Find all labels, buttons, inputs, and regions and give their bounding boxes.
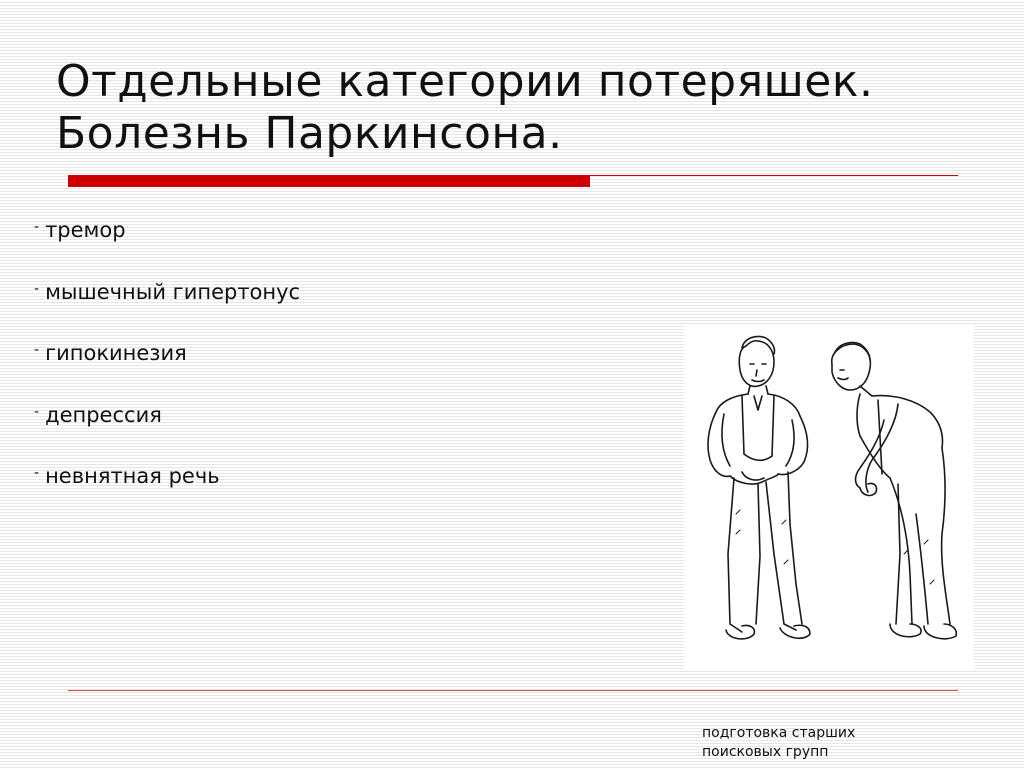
- slide-title-line-2: Болезнь Паркинсона.: [56, 108, 563, 159]
- slide-title: [56, 56, 956, 160]
- title-underline-thin: [590, 175, 958, 176]
- footer-caption: [702, 724, 922, 762]
- list-item: [34, 460, 300, 522]
- symptom-list: [34, 214, 300, 522]
- list-item: [34, 276, 300, 338]
- bullet-dash: -: [34, 280, 40, 297]
- list-item: [34, 214, 300, 276]
- right-patient-figure: [832, 342, 957, 638]
- bullet-dash: -: [34, 219, 40, 235]
- left-patient-figure: [708, 336, 810, 638]
- list-item-text: депрессия: [45, 402, 162, 427]
- list-item-text: невнятная речь: [45, 464, 220, 488]
- list-item-text: гипокинезия: [45, 341, 187, 365]
- list-item: [34, 399, 300, 461]
- list-item-text: тремор: [45, 218, 126, 242]
- bullet-dash: -: [34, 342, 40, 358]
- list-item: [34, 337, 300, 399]
- bullet-dash: -: [34, 465, 40, 481]
- parkinson-patients-illustration: [684, 324, 974, 670]
- title-underline: [68, 175, 958, 189]
- footer-caption-line-2: поисковых групп: [702, 744, 829, 760]
- title-underline-thick: [68, 175, 590, 187]
- footer-divider: [68, 690, 958, 691]
- bullet-dash: -: [34, 403, 40, 420]
- list-item-text: мышечный гипертонус: [45, 279, 301, 304]
- footer-caption-line-1: подготовка старших: [702, 725, 856, 741]
- slide-title-line-1: Отдельные категории потеряшек.: [56, 56, 874, 107]
